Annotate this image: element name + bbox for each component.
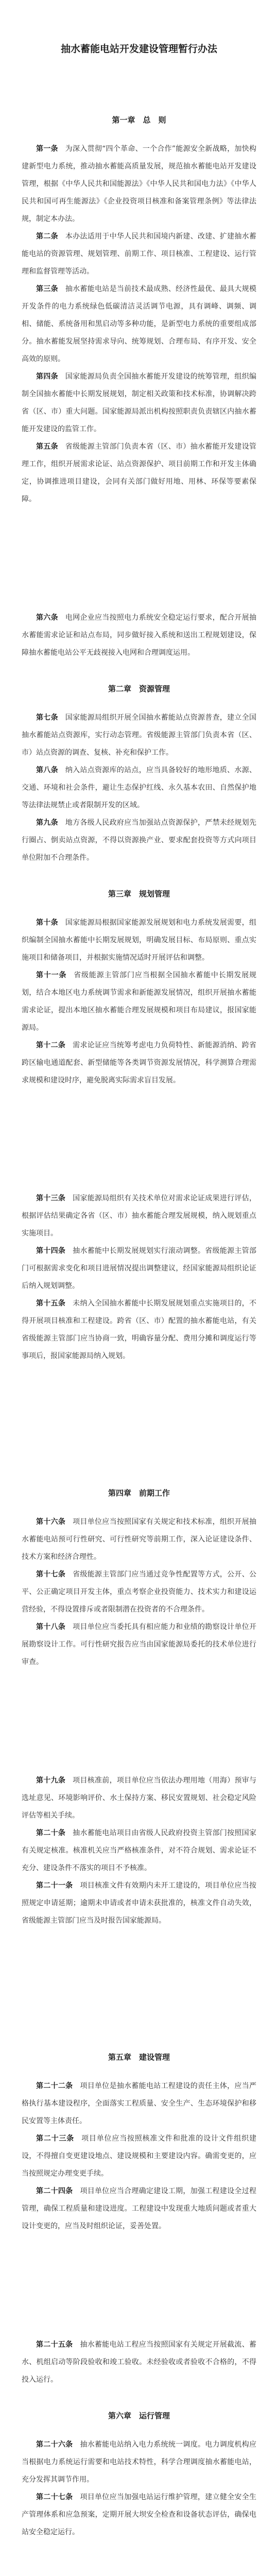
article-text: 项目核准前，项目单位应当依法办理用地（用海）预审与选址意见、环境影响评价、水土保持方案、移民安置规划、社会稳定风险评估等相关手续。 (22, 1776, 257, 1820)
article-text: 省级能源主管部门应当通过竞争性配置等方式，公开、公平、公正确定项目开发主体，重点考察企业投资能力、技术实力和建设运营经验，不得设置排斥或者限制潜在投资者的不合理条件。 (22, 1570, 257, 1614)
article-text: 需求论证应当统筹考虑电力负荷特性、新能源消纳、跨省跨区输电通道配套、新型储能等各类调节资源发展情况，科学测算合理需求规模和建设时序，避免脱离实际需求盲目发展。 (22, 1041, 257, 1084)
page-break (22, 1929, 256, 2030)
article-text: 国家能源局负责全国抽水蓄能开发建设的统筹管理，组织编制全国抽水蓄能中长期发展规划，制定相关政策和技术标准，协调解决跨省（区、市）重大问题。国家能源局派出机构按照职责负责辖区内抽水蓄能开发建设的监管工作。 (22, 372, 257, 433)
article-text: 为深入贯彻“四个革命、一个合作”能源安全新战略，加快构建新型电力系统，推动抽水蓄能高质量发展，规范抽水蓄能电站开发建设管理，根据《中华人民共和国能源法》《中华人民共和国电力法》《中华人民共和国可再生能源法》《企业投资项目核准和备案管理条例》等法律法规，制定本办法。 (22, 145, 256, 223)
article-number: 第二十二条 (36, 2082, 73, 2091)
article-number: 第二十四条 (36, 2187, 73, 2196)
article (22, 1877, 256, 1929)
article-text: 国家能源局组织有关技术单位对需求论证成果进行评估，根据评估结果确定各省（区、市）抽水蓄能合理发展规模，纳入规划重点实施项目。 (22, 1194, 257, 1238)
article-text: 抽水蓄能中长期发展规划实行滚动调整。省级能源主管部门可根据需求变化和项目进展情况提出调整建议，经国家能源局组织论证后纳入规划调整。 (22, 1247, 257, 1291)
article (22, 2182, 256, 2235)
article (22, 228, 256, 280)
chapter-heading: 第三章 规划管理 (108, 889, 170, 899)
article-number: 第二十一条 (36, 1881, 73, 1890)
article-number: 第三条 (36, 285, 58, 293)
article-text: 项目单位应当合理确定建设工期，加强工程建设全过程管理，确保工程质量和建设进度。工程建设中发现重大地质问题或者重大设计变更的，应当及时组织论证，妥善处置。 (22, 2187, 257, 2231)
article-text: 抽水蓄能电站纳入电力系统统一调度。电力调度机构应当根据电力系统运行需要和电站技术特性，科学合理调度抽水蓄能电站，充分发挥其调节作用。 (22, 2440, 257, 2484)
article-number: 第一条 (36, 145, 58, 153)
article-number: 第九条 (36, 818, 58, 827)
article-text: 省级能源主管部门负责本省（区、市）抽水蓄能开发建设管理工作，组织开展需求论证、站点资源保护、项目前期工作和开发主体确定，协调推进项目建设，会同有关部门做好用地、用林、环保等要素保障。 (22, 443, 257, 503)
article-number: 第四条 (36, 372, 58, 381)
article-number: 第十九条 (36, 1776, 66, 1785)
article (22, 438, 256, 508)
article-text: 项目单位应当按照国家有关规定和技术标准，组织开展抽水蓄能电站预可行性研究、可行性研究等前期工作，深入论证建设条件、技术方案和经济合理性。 (22, 1517, 257, 1561)
article-number: 第二十三条 (36, 2134, 75, 2143)
article (22, 1037, 256, 1089)
article-number: 第二十五条 (36, 2340, 73, 2349)
article (22, 914, 256, 967)
article-text: 电网企业应当按照电力系统安全稳定运行要求，配合开展抽水蓄能需求论证和站点布局，同步做好接入系统和送出工程规划建设，保障抽水蓄能电站公平无歧视接入电网和合理调度运用。 (22, 613, 257, 657)
page-break (22, 1089, 256, 1190)
article-number: 第十条 (36, 918, 58, 927)
chapter-heading: 第二章 资源管理 (108, 684, 170, 693)
article-text: 项目单位应当委托具有相应能力和业绩的勘察设计单位开展勘察设计工作。可行性研究报告应当由国家能源局委托的技术单位进行审查。 (22, 1622, 257, 1666)
article-text: 抽水蓄能电站工程应当按照国家有关规定开展截流、蓄水、机组启动等阶段验收和竣工验收。未经验收或者验收不合格的，不得投入运行。 (22, 2340, 257, 2384)
page-break (22, 2541, 256, 2576)
article (22, 1295, 256, 1365)
article (22, 2488, 256, 2541)
article-text: 项目单位是抽水蓄能电站工程建设的责任主体，应当严格执行基本建设程序，全面落实工程质量、安全生产、生态环境保护和移民安置等主体责任。 (22, 2082, 257, 2126)
article-number: 第五条 (36, 443, 58, 451)
article (22, 1772, 256, 1824)
article-number: 第二十六条 (36, 2440, 73, 2449)
article-number: 第二条 (36, 232, 58, 241)
article (22, 967, 256, 1037)
chapter-heading: 第六章 运行管理 (108, 2411, 170, 2420)
article-number: 第十八条 (36, 1622, 66, 1631)
article (22, 140, 256, 228)
article-number: 第十五条 (36, 1299, 66, 1308)
article (22, 1566, 256, 1618)
article-number: 第二十七条 (36, 2493, 73, 2501)
article-text: 本办法适用于中华人民共和国境内新建、改建、扩建抽水蓄能电站的资源管理、规划管理、前期工作、项目核准、工程建设、运行管理和监督管理等活动。 (22, 232, 257, 276)
article (22, 761, 256, 814)
article (22, 2436, 256, 2488)
article-number: 第十一条 (36, 971, 67, 979)
chapter-heading: 第四章 前期工作 (108, 1488, 170, 1498)
chapter-heading: 第五章 建设管理 (108, 2053, 170, 2062)
article (22, 2077, 256, 2130)
page-break (22, 1365, 256, 1466)
article-number: 第十七条 (36, 1570, 66, 1579)
page-break (22, 508, 256, 609)
article-text: 项目核准文件有效期内未开工建设的，项目单位应当按照规定申请延期；逾期未申请或者申请未获批准的，核准文件自动失效，省级能源主管部门应当及时报告国家能源局。 (22, 1881, 257, 1925)
article (22, 2336, 256, 2388)
article (22, 1242, 256, 1295)
article-text: 未纳入全国抽水蓄能中长期发展规划重点实施项目的，不得开展项目核准和工程建设。跨省（区、市）配置的抽水蓄能电站，有关省级能源主管部门应当协商一致，明确容量分配、费用分摊和调度运行等事项后，报国家能源局纳入规划。 (22, 1299, 257, 1361)
article-text: 省级能源主管部门应当根据全国抽水蓄能中长期发展规划，结合本地区电力系统调节需求和新能源发展情况，组织开展抽水蓄能需求论证，提出本地区抽水蓄能合理发展规模和项目布局建议，报国家能源局。 (22, 971, 257, 1032)
article-text: 国家能源局组织开展全国抽水蓄能站点资源普查，建立全国抽水蓄能站点资源库，实行动态管理。省级能源主管部门负责本省（区、市）站点资源的调查、复核、补充和保护工作。 (22, 713, 257, 757)
document-title: 抽水蓄能电站开发建设管理暂行办法 (60, 43, 217, 55)
article (22, 280, 256, 368)
article (22, 709, 256, 761)
page-break (22, 1671, 256, 1772)
article-number: 第六条 (36, 613, 58, 622)
article-text: 抽水蓄能电站项目由省级人民政府投资主管部门按照国家有关规定核准。核准机关应当严格核准条件，对不符合规划、需求论证不充分、建设条件不落实的项目不予核准。 (22, 1828, 257, 1872)
article-number: 第十四条 (36, 1247, 66, 1256)
article (22, 368, 256, 438)
article-number: 第七条 (36, 713, 58, 722)
article (22, 814, 256, 867)
article-number: 第八条 (36, 766, 58, 774)
article-text: 项目单位应当加强电站运行维护管理，建立健全安全生产管理体系和应急预案，定期开展大坝安全检查和设备状态评估，确保电站安全稳定运行。 (22, 2493, 257, 2536)
article-text: 国家能源局根据国家能源发展规划和电力系统发展需要，组织编制全国抽水蓄能中长期发展规划，明确发展目标、布局原则、重点实施项目和储备项目，并根据实施情况适时开展评估和调整。 (22, 918, 257, 962)
article-number: 第十六条 (36, 1517, 66, 1526)
article-text: 地方各级人民政府应当加强站点资源保护，严禁未经规划先行圈占、倒卖站点资源，不得以资源换产业、要求配套投资等方式向项目单位附加不合理条件。 (22, 818, 257, 862)
article (22, 2130, 256, 2182)
page-break (22, 2235, 256, 2336)
article-number: 第十三条 (36, 1194, 66, 1203)
article (22, 609, 256, 662)
article (22, 1618, 256, 1671)
article-text: 纳入站点资源库的站点，应当具备较好的地形地质、水源、交通、环境和社会条件，避让生态保护红线、永久基本农田、自然保护地等法律法规禁止或者限制开发的区域。 (22, 766, 257, 809)
chapter-heading: 第一章 总 则 (112, 115, 166, 125)
article (22, 1824, 256, 1877)
article-text: 抽水蓄能电站是当前技术最成熟、经济性最优、最具大规模开发条件的电力系统绿色低碳清洁灵活调节电源，具有调峰、调频、调相、储能、系统备用和黑启动等多种功能，是新型电力系统的重要组成部分。抽水蓄能发展坚持需求导向、统筹规划、合理布局、有序开发、安全高效的原则。 (22, 285, 257, 363)
article (22, 1190, 256, 1242)
article-number: 第二十条 (36, 1828, 66, 1837)
article-number: 第十二条 (36, 1041, 66, 1049)
article-text: 项目单位应当按照核准文件和批准的设计文件组织建设，不得擅自变更建设地点、建设规模和主要建设内容。确需变更的，应当按照规定办理变更手续。 (22, 2134, 257, 2178)
article (22, 1513, 256, 1566)
